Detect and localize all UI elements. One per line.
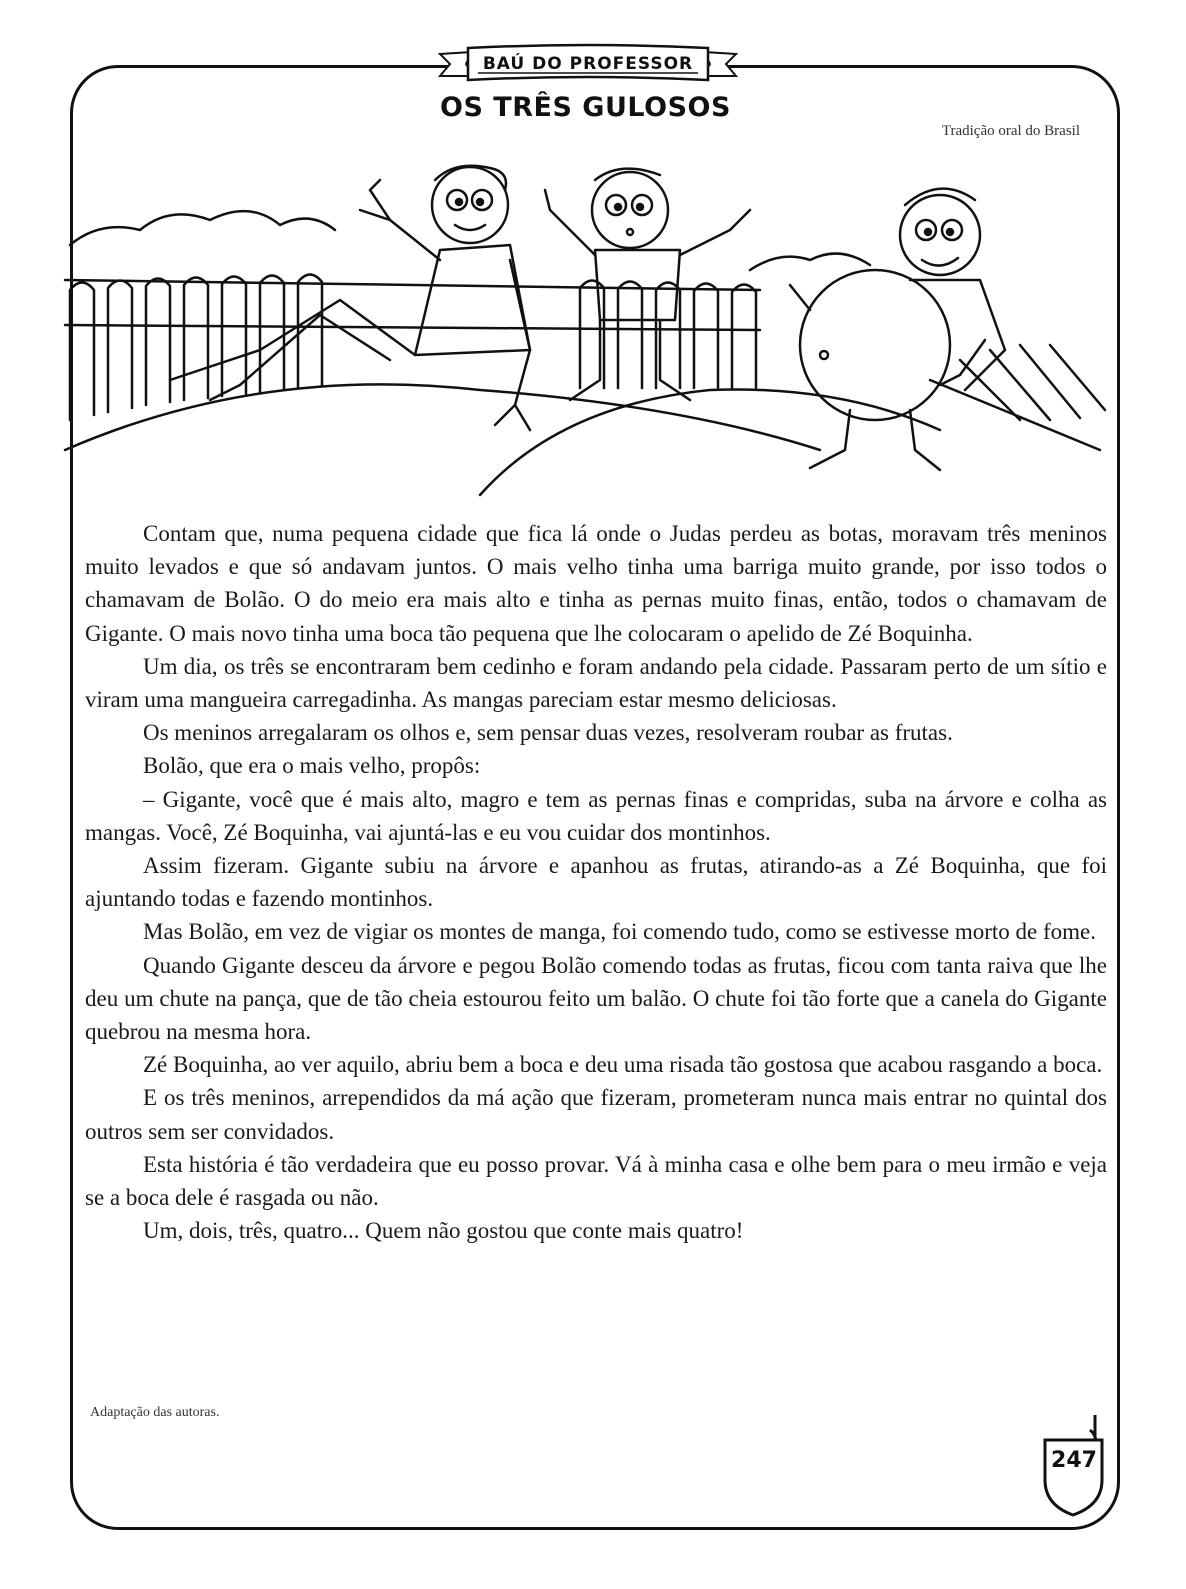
story-paragraph: Zé Boquinha, ao ver aquilo, abriu bem a boca e deu uma risada tão gostosa que acabou rasgando a boca. <box>143 1052 1103 1078</box>
story-paragraph: Assim fizeram. Gigante subiu na árvore e apanhou as frutas, atirando-as a Zé Boquinha, que foi ajuntando todas e fazendo montinhos. <box>85 853 1107 912</box>
page-number: 247 <box>1051 1448 1097 1473</box>
story-paragraph: Os meninos arregalaram os olhos e, sem pensar duas vezes, resolveram roubar as frutas. <box>143 720 953 746</box>
story-paragraph: Um, dois, três, quatro... Quem não gostou que conte mais quatro! <box>143 1218 744 1244</box>
story-paragraph: Um dia, os três se encontraram bem cedinho e foram andando pela cidade. Passaram perto de um sítio e viram uma mangueira carregadinha. As mangas pareciam estar mesmo deliciosas. <box>85 653 1107 713</box>
story-body <box>85 517 1107 1247</box>
story-paragraph: – Gigante, você que é mais alto, magro e tem as pernas finas e compridas, suba na árvore e colha as mangas. Você, Zé Boquinha, vai ajuntá-las e eu vou cuidar dos montinhos. <box>85 786 1107 845</box>
banner-label: BAÚ DO PROFESSOR <box>482 54 694 74</box>
adaptation-credit: Adaptação das autoras. <box>90 1405 220 1420</box>
three-boys-fence-illustration <box>60 150 1120 510</box>
story-paragraph: Mas Bolão, em vez de vigiar os montes de manga, foi comendo tudo, como se estivesse morto de fome. <box>143 919 1096 945</box>
story-paragraph: E os três meninos, arrependidos da má ação que fizeram, prometeram nunca mais entrar no quintal dos outros sem ser convidados. <box>85 1085 1107 1144</box>
story-source: Tradição oral do Brasil <box>941 123 1080 139</box>
boys-fence-drawing-icon <box>60 150 1120 510</box>
story-paragraph: Esta história é tão verdadeira que eu posso provar. Vá à minha casa e olhe bem para o meu irmão e veja se a boca dele é rasgada ou não. <box>85 1151 1107 1211</box>
story-paragraph: Quando Gigante desceu da árvore e pegou Bolão comendo todas as frutas, ficou com tanta raiva que lhe deu um chute na pança, que de tão cheia estourou feito um balão. O chute foi tão forte que a canela do Gigante quebrou na mesma hora. <box>85 952 1107 1045</box>
story-paragraph: Bolão, que era o mais velho, propôs: <box>143 753 481 779</box>
story-paragraph: Contam que, numa pequena cidade que fica lá onde o Judas perdeu as botas, moravam três meninos muito levados e que só andavam juntos. O mais velho tinha uma barriga muito grande, por isso todos o chamavam de Bolão. O do meio era mais alto e tinha as pernas muito finas, então, todos o chamavam de Gigante. O mais novo tinha uma boca tão pequena que lhe colocaram o apelido de Zé Boquinha. <box>85 521 1107 646</box>
page-title: OS TRÊS GULOSOS <box>440 92 731 123</box>
